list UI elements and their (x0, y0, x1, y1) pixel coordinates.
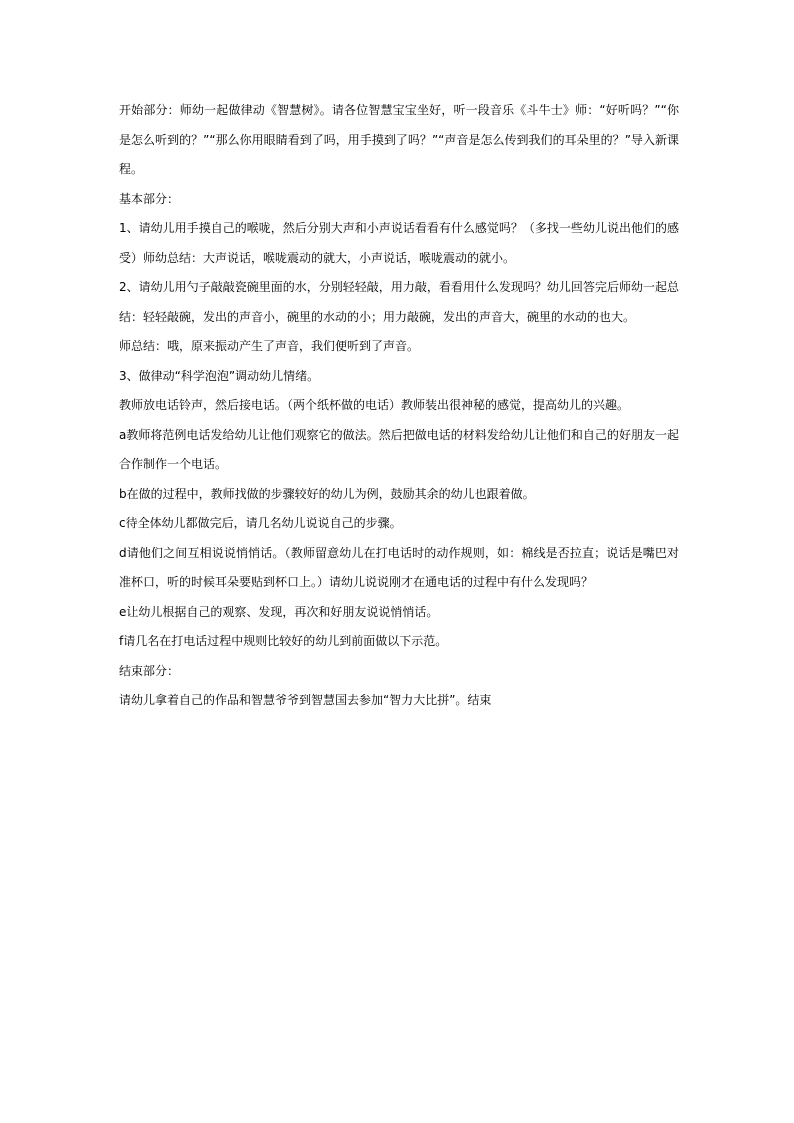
paragraph-step-1: 1、请幼儿用手摸自己的喉咙，然后分别大声和小声说话看看有什么感觉吗？（多找一些幼儿说出他们的感受）师幼总结：大声说话，喉咙震动的就大，小声说话，喉咙震动的就小。 (119, 221, 679, 265)
paragraph-item-e: e让幼儿根据自己的观察、发现，再次和好朋友说说悄悄话。 (119, 604, 439, 619)
paragraph-intro: 开始部分：师幼一起做律动《智慧树》。请各位智慧宝宝坐好，听一段音乐《斗牛士》师：“好听吗？”“你是怎么听到的？”“那么你用眼睛看到了吗，用手摸到了吗？”“声音是怎么传到我们的耳朵里的？”导入新课程。 (119, 103, 679, 176)
section-heading-basic: 基本部分： (119, 191, 180, 206)
paragraph-phone-call: 教师放电话铃声，然后接电话。（两个纸杯做的电话）教师装出很神秘的感觉，提高幼儿的兴趣。 (119, 398, 630, 412)
paragraph-teacher-summary: 师总结：哦，原来振动产生了声音，我们便听到了声音。 (119, 339, 420, 353)
paragraph-ending: 请幼儿拿着自己的作品和智慧爷爷到智慧国去参加“智力大比拼”。结束 (119, 693, 492, 707)
paragraph-step-3: 3、做律动“科学泡泡”调动幼儿情绪。 (119, 368, 320, 383)
document-body (119, 96, 679, 716)
paragraph-item-a: a教师将范例电话发给幼儿让他们观察它的做法。然后把做电话的材料发给幼儿让他们和自己的好朋友一起合作制作一个电话。 (119, 427, 679, 471)
paragraph-step-2: 2、请幼儿用勺子敲敲瓷碗里面的水，分别轻轻敲，用力敲，看看用什么发现吗？幼儿回答完后师幼一起总结：轻轻敲碗，发出的声音小，碗里的水动的小；用力敲碗，发出的声音大，碗里的水动的也大。 (119, 280, 679, 324)
paragraph-item-c: c待全体幼儿都做完后，请几名幼儿说说自己的步骤。 (119, 516, 402, 530)
section-heading-ending: 结束部分： (119, 663, 180, 678)
paragraph-item-d: d请他们之间互相说说悄悄话。（教师留意幼儿在打电话时的动作规则，如：棉线是否拉直；说话是嘴巴对准杯口，听的时候耳朵要贴到杯口上。）请幼儿说说刚才在通电话的过程中有什么发现吗？ (119, 545, 679, 589)
paragraph-item-b: b在做的过程中，教师找做的步骤较好的幼儿为例，鼓励其余的幼儿也跟着做。 (119, 486, 535, 501)
paragraph-item-f: f请几名在打电话过程中规则比较好的幼儿到前面做以下示范。 (119, 634, 448, 648)
